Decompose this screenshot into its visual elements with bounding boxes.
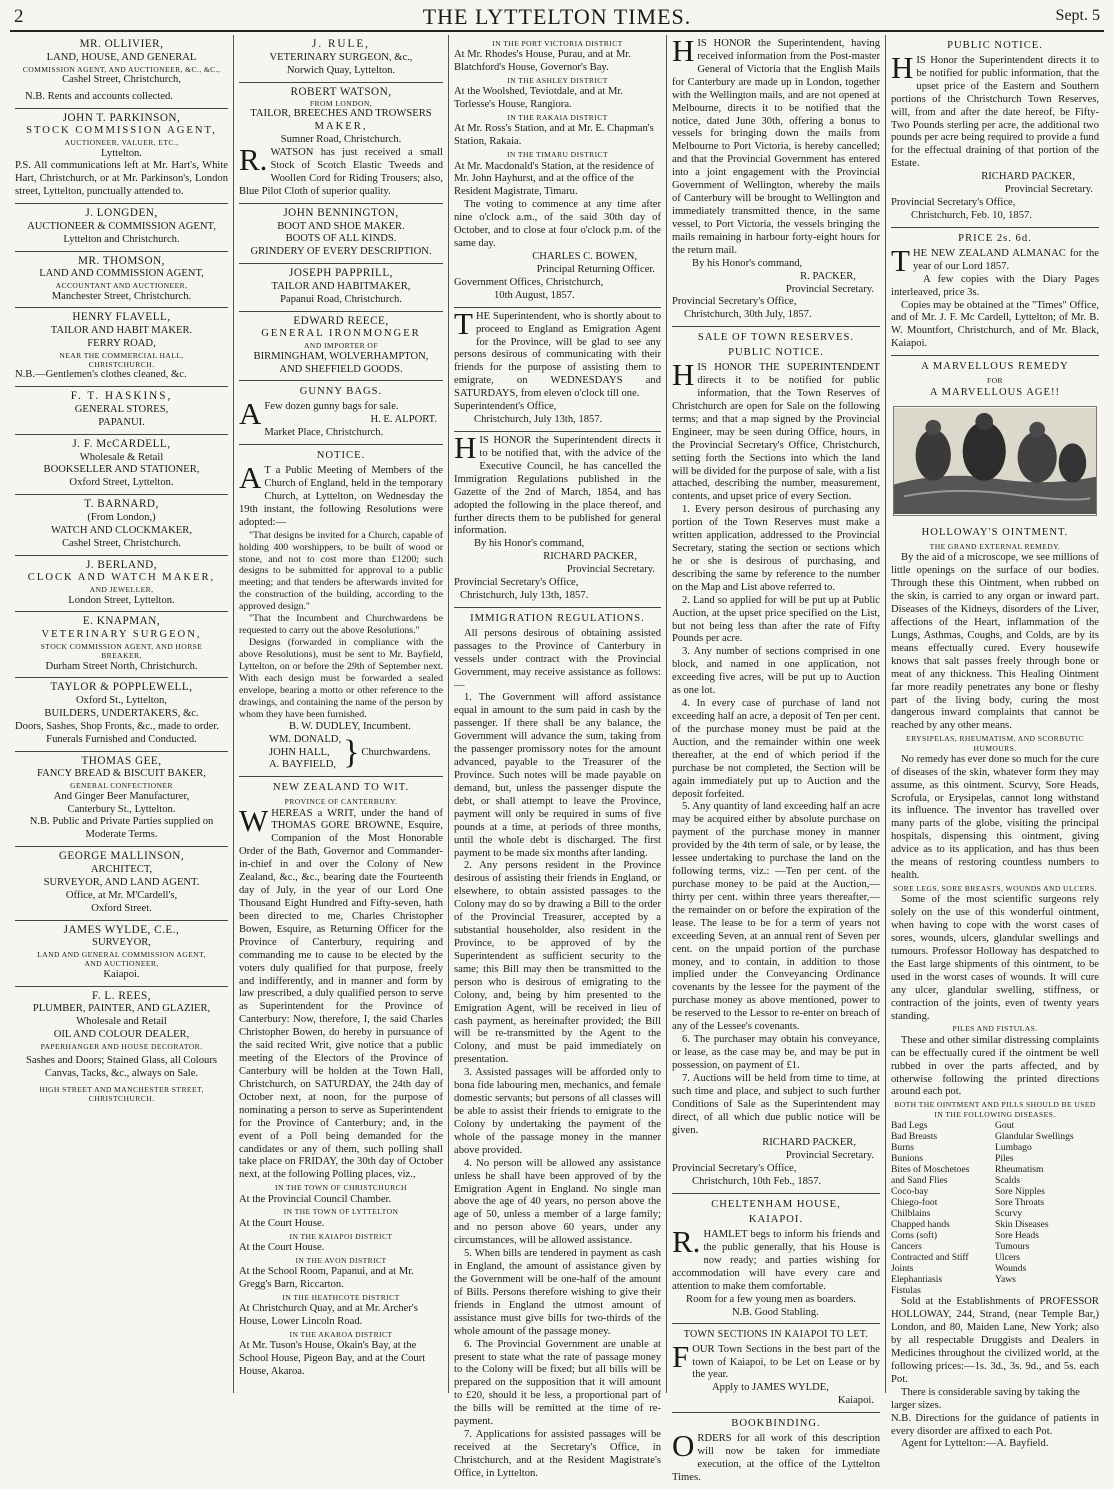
ad-line: Funerals Furnished and Conducted. (46, 733, 197, 745)
ad-line: CHRISTCHURCH. (88, 1094, 155, 1104)
ad-line: WATCH AND CLOCKMAKER, (51, 524, 192, 536)
notice-heading: NOTICE. (316, 450, 366, 462)
issue-date: Sept. 5 (1055, 7, 1100, 24)
ad-line: BOOKSELLER AND STATIONER, (43, 464, 200, 476)
ad-line: MAKER, (314, 121, 368, 133)
ad-line: (From London,) (87, 511, 156, 523)
disease-item: Elephantiasis (891, 1274, 943, 1286)
churchwardens-block (239, 734, 443, 773)
ad-line: Sumner Road, Christchurch. (280, 134, 402, 146)
ad-title: JOHN BENNINGTON, (283, 206, 399, 219)
ad-mccardell (15, 435, 228, 495)
polling-place: At the Woolshed, Teviotdale, and at Mr. Torlesse's House, Rangiora. (454, 86, 623, 111)
notice-body: HIS HONOR THE SUPERINTENDENT directs it to be notified for public information, that the Town Reserves of Christchurch are open for Sale on the following terms; and that a map signed by the Provincial Engineer, may be seen during Office, hours, in the Provincial Secretary's Office, Christchurch, setting forth the Sections into which the land will be divided for the purpose of sale, with a list attached, describing the number, measurement, contents, and upset price of every Section. (672, 357, 881, 503)
ad-line: BOOTS OF ALL KINDS. (285, 233, 397, 245)
ad-line: Manchester Street, Christchurch. (51, 290, 192, 302)
disease-item: Lumbago (995, 1141, 1032, 1153)
ad-line: PAPANUI. (98, 416, 145, 428)
district-heading: IN THE ASHLEY DISTRICT (507, 76, 608, 86)
ad-line: Kaiapoi. (103, 968, 140, 980)
disease-item: Joints (891, 1263, 914, 1275)
disease-item: Fistulas (891, 1285, 921, 1297)
writ-continuation (454, 35, 661, 308)
ad-title: J. LONGDEN, (85, 207, 158, 220)
district-heading: IN THE PORT VICTORIA DISTRICT (492, 39, 623, 48)
ad-line: AND IMPORTER OF (304, 341, 378, 351)
ad-line: Kaiapoi. (837, 1395, 874, 1407)
notice-heading: TOWN SECTIONS IN KAIAPOI TO LET. (683, 1329, 869, 1341)
engraving-illustration (893, 406, 1097, 516)
ad-line: PLUMBER, PAINTER, AND GLAZIER, (32, 1003, 211, 1015)
notice-subheading: KAIAPOI. (748, 1214, 804, 1226)
signature-role: Principal Returning Officer. (536, 263, 655, 275)
ad-line: Provincial Secretary's Office, (891, 197, 1016, 209)
price-heading: PRICE 2s. 6d. (958, 232, 1032, 244)
ad-body: FOUR Town Sections in the best part of the town of Kaiapoi, to be Let on Lease or by the year. (672, 1338, 880, 1381)
signature-role: Provincial Secretary. (785, 283, 874, 295)
ad-title: F. L. REES, (92, 989, 151, 1002)
ad-line: N.B. Good Stabling. (732, 1306, 819, 1318)
district-heading: IN THE AVON DISTRICT (295, 1255, 387, 1265)
ad-line: TAILOR, BREECHES AND TROWSERS (250, 108, 432, 120)
ad-line: AND AUCTIONEER, (84, 959, 159, 969)
ad-line: BUILDERS, UNDERTAKERS, &c. (44, 708, 199, 720)
disease-item: Sore Nipples (995, 1186, 1045, 1198)
ad-line: GENERAL STORES, (74, 404, 169, 416)
notice-date: Christchurch, July 13th, 1857. (460, 590, 589, 602)
ad-line: NEAR THE COMMERCIAL HALL, (59, 350, 184, 360)
ad-title: TAYLOR & POPPLEWELL, (50, 681, 193, 694)
district-heading: IN THE RAKAIA DISTRICT (507, 113, 608, 123)
section-heading: ERYSIPELAS, RHEUMATISM, AND SCORBUTIC HUMOURS. (906, 734, 1084, 753)
ad-mallinson (15, 847, 228, 920)
ad-line: BOOT AND SHOE MAKER. (277, 220, 405, 232)
diseases-right-column (995, 1120, 1099, 1297)
polling-place: At the School Room, Papanui, and at Mr. Gregg's Barn, Riccarton. (239, 1266, 414, 1290)
ad-line: Norwich Quay, Lyttelton. (286, 64, 396, 76)
ad-flavell (15, 308, 228, 387)
ad-pappril (239, 264, 443, 312)
ad-body: No remedy has ever done so much for the cure of diseases of the skin, whatever form they may assume, as this ointment. Scurvy, Sore Heads, Scrofula, or Erysipelas, cannot long withstand its influence. The inventor has travelled over many parts of the globe, visiting the principal hospitals, dispensing this ointment, giving advice as to its application, and has thus been the means of restoring countless numbers to health. (891, 753, 1099, 882)
disease-item: Scurvy (995, 1208, 1023, 1220)
ad-line: Sashes and Doors; Stained Glass, all Colours Canvas, Tacks, &c., always on Sale. (26, 1055, 217, 1080)
ad-line: STOCK COMMISSION AGENT, AND HORSE (40, 642, 203, 652)
notice-date: Christchurch, July 13th, 1857. (474, 414, 603, 426)
ad-note: N.B. Public and Private Parties supplied on Moderate Terms. (29, 816, 214, 841)
ad-line: STOCK COMMISSION AGENT, (26, 125, 217, 137)
diseases-list (891, 1120, 1099, 1297)
ad-line: GENERAL IRONMONGER (261, 328, 421, 340)
notice-body: AT a Public Meeting of Members of the Church of England, held in the temporary Church, at Lyttelton, on Wednesday the 19th instant, the following Resolutions were adopted:— (239, 460, 443, 528)
ad-line: FANCY BREAD & BISCUIT BAKER, (36, 768, 207, 780)
ad-ollivier (15, 35, 228, 109)
disease-item: Bites of Moschetoes (891, 1163, 970, 1175)
ad-line: Doors, Sashes, Shop Fronts, &c., made to order. (15, 720, 219, 732)
ad-line: Agent for Lyttelton:—A. Bayfield. (901, 1438, 1049, 1450)
district-heading: IN THE TOWN OF LYTTELTON (283, 1207, 399, 1217)
ad-line: Lyttelton and Christchurch. (63, 233, 180, 245)
ad-watson (239, 83, 443, 204)
disease-item: Wounds (995, 1263, 1027, 1275)
newspaper-page (10, 0, 1104, 1483)
column-5 (886, 35, 1104, 1450)
disease-item: Cancers (891, 1241, 922, 1253)
ad-line: FERRY ROAD, (87, 338, 156, 350)
disease-item: Bad Breasts (891, 1130, 938, 1142)
signature-role: Churchwardens. (361, 746, 431, 758)
section-heading: BOTH THE OINTMENT AND PILLS SHOULD BE USED IN THE FOLLOWING DISEASES. (894, 1100, 1096, 1119)
ad-body: Sold at the Establishments of PROFESSOR HOLLOWAY, 244, Strand, (near Temple Bar,) London, and 80, Maiden Lane, New York; also by all respectable Druggists and Dealers in Medicines throughout the civilized world, at the following prices:—1s. 3d., 3s. 9d., and 5s. each Pot. (891, 1296, 1099, 1385)
district-heading: IN THE TIMARU DISTRICT (506, 150, 609, 160)
ad-gunny-bags (239, 381, 443, 445)
signature-role: Provincial Secretary. (566, 564, 655, 576)
notice-town-reserves (672, 327, 880, 1194)
ad-body: These and other similar distressing complaints can be effectually cured if the ointment be well rubbed in over the parts affected, and by otherwise following the printed directions around each pot. (891, 1034, 1099, 1098)
section-heading: SORE LEGS, SORE BREASTS, WOUNDS AND ULCERS. (893, 884, 1097, 894)
ad-line: By his Honor's command, (474, 538, 585, 550)
term-item: 1. Every person desirous of purchasing any portion of the Town Reserves must make a written application, addressed to the Provincial Secretary, stating the section or sections which he or she is desirous of purchasing, and describing the same by reference to the number on the Map and List above referred to. (672, 504, 880, 593)
regulation-item: 1. The Government will afford assistance equal in amount to the sum paid in cash by the passenger. If there shall be any balance, the Government will advance the sum, taking from the passenger promissory notes for the amount advanced, payable to the Treasurer of the Province. Such notes will be made payable on demand, but, unless the passenger dispute the debt, or shall attempt to leave the Province, payment will only be required in sums of five pounds at a time, at periods of three months, until the whole debt is discharged. The first payment to be made six months after landing. (454, 692, 661, 859)
disease-item: Ulcers (995, 1252, 1021, 1264)
ad-body: R.HAMLET begs to inform his friends and the public generally, that his House is now ready; and parties wishing for accommodation will have every care and attention to make them comfortable. (672, 1223, 880, 1292)
disease-item: Sore Throats (995, 1197, 1045, 1209)
ad-line: BREAKER, (101, 651, 142, 661)
column-1 (10, 35, 234, 1393)
notice-subheading: PROVINCE OF CANTERBURY. (284, 797, 398, 807)
term-item: 6. The purchaser may obtain his conveyance, or lease, as the case may be, and may be put in possession, on payment of £1. (672, 1034, 880, 1071)
ad-line: Canterbury St., Lyttelton. (67, 803, 176, 815)
disease-item: Glandular Swellings (995, 1130, 1074, 1142)
ad-body: By the aid of a microscope, we see millions of little openings on the surface of our bodies. Through these this Ointment, when rubbed on the skin, is carried to any organ or inward part. Diseases of the Kidneys, disorders of the Liver, affections of the Heart, inflammation of the Lungs, Asthmas, Coughs, and Colds, are by its means effectually cured. Every housewife knows that salt passes freely through bone or meat of any thickness. This Healing Ointment far more readily penetrates any bone or fleshy part of the living body, curing the most dangerous inward complaints that cannot be reached by any other means. (891, 552, 1099, 732)
page-number: 2 (14, 6, 24, 27)
ad-parkinson (15, 109, 228, 205)
ad-body: ORDERS for all work of this description will now be taken for immediate execution, at the office of the Lyttelton Times. (672, 1428, 880, 1483)
column-4 (667, 33, 886, 1483)
ad-town-sections (672, 1324, 880, 1413)
ad-bookbinding (672, 1413, 880, 1489)
ad-line: Provincial Secretary's Office, (672, 1163, 797, 1175)
ad-line: VETERINARY SURGEON, (41, 629, 202, 641)
ad-title: T. BARNARD, (84, 498, 159, 511)
ad-line: Superintendent's Office, (454, 401, 557, 413)
ad-note: N.B. Directions for the guidance of patients in every disorder are affixed to each Pot. (891, 1412, 1099, 1437)
ad-title: JOHN T. PARKINSON, (62, 111, 181, 124)
ad-almanac (891, 228, 1099, 356)
ad-cheltenham-house (672, 1194, 880, 1324)
ad-line: LAND AND COMMISSION AGENT, (39, 268, 204, 280)
ad-line: Papanui Road, Christchurch. (280, 293, 402, 305)
notice-quote: "That the Incumbent and Churchwardens be requested to carry out the above Resolutions." (239, 613, 443, 637)
ad-line: Provincial Secretary's Office, (454, 577, 579, 589)
ad-line: TAILOR AND HABITMAKER, (271, 280, 411, 292)
ad-line: OIL AND COLOUR DEALER, (53, 1029, 190, 1041)
signature: WM. DONALD, (269, 733, 342, 745)
disease-item: Sore Heads (995, 1230, 1039, 1242)
ad-line: PAPERHANGER AND HOUSE DECORATOR. (40, 1042, 203, 1052)
ad-title: E. KNAPMAN, (82, 615, 161, 628)
notice-heading: NEW ZEALAND TO WIT. (272, 782, 410, 794)
notice-date: Christchurch, 30th July, 1857. (684, 309, 812, 321)
polling-place: At Mr. Rhodes's House, Purau, and at Mr. Blatchford's House, Governor's Bay. (454, 49, 631, 74)
regulation-item: 6. The Provincial Government are unable at present to state what the rate of passage money to the Colony will be fixed; but all bills will be prepared on the supposition that it will amount to £20, should it be less, a proportional part of the bills will be remitted at the time of re-payment. (454, 1338, 661, 1428)
ad-body: Some of the most scientific surgeons rely solely on the use of this wonderful ointment, when having to cope with the worst cases of sores, wounds, ulcers, glandular swellings and tumours. Professor Holloway has despatched to the East large shipments of this ointment, to be used in the worst cases of wounds. It will cure any ulcer, glandular swelling, stiffness, or contraction of the joints, even of twenty years standing. (891, 894, 1099, 1022)
ad-line: AUCTIONEER & COMMISSION AGENT, (27, 220, 216, 232)
disease-item: Bad Legs (891, 1119, 928, 1131)
polling-place: At Mr. Ross's Station, and at Mr. E. Chapman's Station, Rakaia. (454, 123, 654, 148)
signature: RICHARD PACKER, (981, 171, 1075, 183)
ad-barnard (15, 495, 228, 555)
disease-item: Yaws (995, 1274, 1016, 1286)
disease-item: and Sand Flies (891, 1175, 948, 1186)
notice-date: 10th August, 1857. (494, 289, 575, 301)
ad-title: THOMAS GEE, (81, 754, 162, 767)
notice-body: All persons desirous of obtaining assisted passages to the Province of Canterbury in vessels under contract with the Provincial Government, may receive assistance as follows:— (454, 627, 661, 691)
district-heading: IN THE TOWN OF CHRISTCHURCH (275, 1183, 407, 1193)
banner-line: FOR (987, 376, 1003, 386)
ad-line: Market Place, Christchurch. (264, 427, 384, 439)
ad-taylor-popplewell (15, 678, 228, 751)
notice-heading: CHELTENHAM HOUSE, (711, 1199, 841, 1211)
ad-body: R.WATSON has just received a small Stock of Scotch Elastic Tweeds and Woollen Cord for Riding Trousers; also, Blue Pilot Cloth of superior quality. (239, 142, 443, 197)
disease-item: Scalds (995, 1175, 1021, 1186)
ad-title: J. RULE, (312, 38, 370, 50)
ad-line: VETERINARY SURGEON, &c., (269, 51, 413, 63)
ad-line: Room for a few young men as boarders. (686, 1293, 857, 1305)
product-subtitle: THE GRAND EXTERNAL REMEDY. (929, 542, 1061, 552)
disease-item: Rheumatism (995, 1163, 1044, 1175)
ad-thomson (15, 252, 228, 309)
polling-place: At Mr. Macdonald's Station, at the residence of Mr. John Hayhurst, and at the office of the Resident Magistrate, Timaru. (454, 160, 654, 198)
ad-title: MR. OLLIVIER, (79, 38, 164, 50)
brace-glyph: } (343, 733, 360, 771)
notice-body: WHEREAS a WRIT, under the hand of THOMAS GORE BROWNE, Esquire, Companion of the Most Honorable Order of the Bath, Governor and Commander-in-chief in and over the Colony of New Zealand, &c., &c., bearing date the Fourteenth day of July, in the year of our Lord One Thousand Eight Hundred and Fifty-seven, hath been directed to me, Charles Christopher Bowen, Esquire, as Returning Officer for the Province of Canterbury, requiring and commanding me to cause to be elected by the voters duly qualified for that purpose, freely and indifferently, and in manner and form by law prescribed, a duly qualified person to serve as Superintendent for the Province of Canterbury: Now, therefore, I, the said Charles Christopher Bowen, do hereby in pursuance of the said recited Writ, give notice that a public meeting of the Electors of the Province of Canterbury will be holden at the Town Hall, Christchurch, on SATURDAY, the 24th day of October next, at noon, for the purpose of nominating a person to serve as Superintendent for the Province of Canterbury; and, in the event of a Poll being demanded for the candidates or any of them, such polling shall take place on FRIDAY, the 30th day of October next, at the following Polling places, viz., (239, 802, 443, 1181)
product-title: HOLLOWAY'S OINTMENT. (921, 527, 1069, 539)
disease-item: Tumours (995, 1241, 1030, 1253)
notice-heading: GUNNY BAGS. (299, 386, 383, 398)
notice-body: THE Superintendent, who is shortly about to proceed to England as Emigration Agent for the Province, will be glad to see any persons desirous of communicating with their friends for the purpose of assisting them to emigrate, on WEDNESDAYS and SATURDAYS, from eleven o'clock till one. (454, 305, 661, 400)
notice-mails (672, 35, 880, 327)
term-item: 4. In every case of purchase of land not exceeding half an acre, a deposit of Ten per cent. of the purchase money must be paid at the Auction, and the remainder within one week thereafter, at the end of which period if the purchase be not completed, the Section will be again immediately put up to Auction and the deposit forfeited. (672, 698, 880, 800)
ad-line: Provincial Secretary's Office, (672, 296, 797, 308)
ad-line: And Ginger Beer Manufacturer, (53, 790, 190, 802)
polling-place: At Christchurch Quay, and at Mr. Archer's House, Lower Lincoln Road. (239, 1303, 418, 1328)
signature: RICHARD PACKER, (543, 551, 637, 563)
signature: R. PACKER, (800, 270, 856, 282)
term-item: 2. Land so applied for will be put up at Public Auction, at the upset price specified on the List, but not being less than after the rate of Fifty Pounds per acre. (672, 594, 880, 645)
diseases-left-column (891, 1120, 995, 1297)
ad-title: JOSEPH PAPPRILL, (289, 267, 393, 280)
ad-line: CLOCK AND WATCH MAKER, (27, 572, 216, 584)
immigration-regulations (454, 608, 661, 1485)
ad-line: Durham Street North, Christchurch. (45, 660, 198, 672)
term-item: 7. Auctions will be held from time to time, at such time and place, and subject to such further Conditions of Sale as the Superintendent may direct, of all which due public notice will be given. (672, 1072, 880, 1136)
signature: H. E. ALPORT. (370, 414, 437, 426)
ad-line: CHRISTCHURCH. (88, 360, 155, 370)
notice-body: HIS HONOR the Superintendent, having received information from the Post-master General of Victoria that the English Mails for Canterbury are made up in London, together with the Wellington mails, and are not opened at Melbourne, directs it to be notified that the notice, dated June 30th, offering a bonus to vessels for bringing down the mails from Melbourne to Port Victoria, is hereby cancelled; and that the Provincial Government has entered into a joint engagement with the Provincial Government of Wellington, whereby the mails of Canterbury will be brought to Wellington and immediately transmitted thence, in the same vessel, to Port Victoria, the vessels bringing the mails remaining in harbour forty-eight hours for the return mail. (672, 33, 880, 256)
ad-line: TAILOR AND HABIT MAKER. (50, 325, 193, 337)
ad-line: FROM LONDON, (309, 99, 373, 109)
ad-line: HIGH STREET AND MANCHESTER STREET, (39, 1085, 204, 1095)
ad-body: AFew dozen gunny bags for sale. (239, 396, 399, 432)
ad-title: JAMES WYLDE, C.E., (63, 923, 180, 936)
signature: A. BAYFIELD, (269, 759, 337, 771)
ad-line: GRINDERY OF EVERY DESCRIPTION. (250, 246, 432, 258)
banner-line: A MARVELLOUS AGE!! (929, 387, 1061, 399)
notice-body: The voting to commence at any time after nine o'clock a.m., of the said 30th day of October, and to close at four o'clock p.m. of the same day. (454, 199, 661, 250)
notice-writ (239, 777, 443, 1383)
signature: RICHARD PACKER, (762, 1137, 856, 1149)
disease-item: Chapped hands (891, 1219, 950, 1231)
ad-line: By his Honor's command, (692, 257, 803, 269)
notice-heading: PUBLIC NOTICE. (947, 40, 1043, 51)
notice-subheading: PUBLIC NOTICE. (728, 347, 824, 359)
regulation-item: 2. Any persons resident in the Province desirous of assisting their friends in England, or elsewhere, to obtain assisted passages to the Colony may do so by drawing a Bill to the order of the Provincial Treasurer, accepted by a substantial householder, also resident in the Province, to be approved of by the Superintendent as sufficient security to the same; this Bill may then be transmitted to the person who is desirous of emigrating to the Colony, and, being by him presented to the Emigration Agent, will be received in lieu of cash payment, as hereinafter provided; the Bill will be re-transmitted by the Agent to the Colony, and must be paid immediately on presentation. (454, 860, 661, 1066)
ad-reece (239, 312, 443, 382)
notice-heading: SALE OF TOWN RESERVES. (697, 332, 855, 344)
notice-emigration (454, 305, 661, 432)
column-2 (234, 35, 449, 1393)
notice-date: Christchurch, 10th Feb., 1857. (692, 1176, 822, 1188)
ad-line: Wholesale and Retail (76, 1016, 167, 1028)
notice-public-upset-price (891, 35, 1099, 228)
ad-title: ROBERT WATSON, (290, 85, 392, 98)
ad-line: AND JEWELLER, (89, 585, 154, 595)
signature: CHARLES C. BOWEN, (532, 250, 637, 262)
signature-role: Provincial Secretary. (785, 1150, 874, 1162)
polling-place: At the Court House. (239, 1241, 325, 1253)
notice-body: Designs (forwarded in compliance with the above Resolutions), must be sent to Mr. Bayfield, Lyttelton, on or before the 29th of September next. With each design must be forwarded a sealed envelope, bearing a motto or other reference to the drawings, and containing the name of the person by whom they have been furnished. (239, 637, 443, 720)
ad-note: N.B.—Gentlemen's clothes cleaned, &c. (15, 369, 187, 381)
disease-item: Chiego-foot (891, 1197, 938, 1209)
disease-item: Skin Diseases (995, 1219, 1049, 1231)
ad-title: F. T. HASKINS, (70, 390, 173, 403)
signature: B. W. DUDLEY, Incumbent. (289, 720, 411, 732)
regulation-item: 3. Assisted passages will be afforded only to bona fide labouring men, mechanics, and female domestic servants; but persons of all classes will be able to assist their friends to emigrate to the Colony by undertaking the payment of the whole of the passage money in the manner above provided. (454, 1067, 661, 1156)
ad-line: Oxford Street. (91, 902, 152, 914)
ad-line: Wholesale & Retail (79, 451, 164, 463)
ad-rule (239, 35, 443, 83)
term-item: 3. Any number of sections comprised in one block, and named in one application, not exceeding five acres, will be put up to Auction as one lot. (672, 646, 880, 697)
ad-bennington (239, 204, 443, 264)
notice-body: HIS Honor the Superintendent directs it to be notified for public information, that the upset price of the Eastern and Southern portions of the Christchurch Town Reserves, will, from and after the date hereof, be Fifty-Two Pounds sterling per acre, the additional two pounds per acre being required to provide a fund for the effectual draining of that portion of the Estate. (891, 49, 1099, 170)
regulation-item: 7. Applications for assisted passages will be received at the Secretary's Office, in Christchurch, and at the Resident Magistrate's Office, in Lyttelton. (454, 1429, 661, 1479)
ad-berland (15, 556, 228, 613)
ad-knapman (15, 612, 228, 678)
district-heading: IN THE AKAROA DISTRICT (289, 1329, 393, 1339)
regulation-item: 4. No person will be allowed any assistance unless he shall have been approved of by the Emigration Agent in England. No single man above the age of 40 years, no person above the age of 50, unless a member of a large family; and no person above 60 years, under any circumstances, will be allowed assistance. (454, 1157, 661, 1247)
ad-line: Apply to JAMES WYLDE, (712, 1382, 829, 1394)
notice-heading: IMMIGRATION REGULATIONS. (470, 612, 645, 624)
ad-line: LAND, HOUSE, AND GENERAL (46, 51, 197, 63)
ad-line: There is considerable saving by taking the larger sizes. (891, 1386, 1080, 1411)
regulation-item: 5. When bills are tendered in payment as cash in England, the amount of assistance given by the Government will be one-half of the amount of Bills. Persons therefore wishing to give their friends in England the utmost amount of assistance must give bills for two-thirds of the whole amount of the passage money. (454, 1248, 661, 1337)
disease-item: Coco-bay (891, 1186, 929, 1198)
ad-line: GENERAL CONFECTIONER (70, 781, 173, 791)
ad-line: SURVEYOR, AND LAND AGENT. (43, 876, 200, 888)
polling-place: At the Court House. (239, 1217, 325, 1229)
district-heading: IN THE HEATHCOTE DISTRICT (282, 1292, 400, 1302)
ad-line: BIRMINGHAM, WOLVERHAMPTON, (253, 350, 429, 362)
disease-item: Chilblains (891, 1208, 931, 1220)
banner-line: A MARVELLOUS REMEDY (921, 361, 1069, 373)
ad-line: Oxford St., Lyttelton, (76, 695, 167, 707)
ad-title: J. BERLAND, (85, 558, 158, 571)
disease-item: Gout (995, 1119, 1015, 1131)
ad-line: A few copies with the Diary Pages interleaved, price 3s. (891, 273, 1099, 298)
ad-line: Cashel Street, Christchurch. (62, 537, 181, 549)
ad-line: ARCHITECT, (90, 863, 153, 875)
ad-title: J. F. McCARDELL, (72, 437, 171, 450)
district-heading: IN THE KAIAPOI DISTRICT (289, 1231, 393, 1241)
column-3 (449, 35, 667, 1479)
notice-quote: "That designs be invited for a Church, capable of holding 400 worshippers, to be built of wood or stone, and not to cost more than £1200; such designs to be submitted for approval to a public meeting; and that tenders be afterwards invited for the construction of the building, according to the approved design." (239, 529, 443, 613)
ad-title: MR. THOMSON, (78, 254, 165, 267)
term-item: 5. Any quantity of land exceeding half an acre may be acquired either by absolute purchase on payment of the purchase money in manner provided by the 4th term of sale, or by lease, the lessee undertaking to purchase the land on the following terms, viz.: —Ten per cent. of the purchase money to be paid at the Auction,—thirty per cent. within three years thereafter,—the remainder on or before the expiration of the lease. The lease to be for a term of years not exceeding Seven, at an annual rent of Seven per cent. on the unpaid portion of the purchase money, and to contain, in addition to those implied under the Conveyancing Ordinance covenants by the lessee for the payment of the purchase money as above mentioned, power to be reserved to the Lessor to re-enter on breach of any of the Lessee's covenants. (672, 801, 880, 1033)
section-heading: PILES AND FISTULAS. (952, 1024, 1038, 1034)
ad-line: LAND AND GENERAL COMMISSION AGENT, (37, 950, 206, 960)
ad-title: GEORGE MALLINSON, (58, 850, 185, 863)
ad-holloway-ointment (891, 356, 1099, 1455)
ad-line: Oxford Street, Lyttelton. (69, 477, 174, 489)
signature-role: Provincial Secretary. (1004, 184, 1093, 196)
ad-line: Cashel Street, Christchurch, (62, 73, 181, 85)
ad-line: ACCOUNTANT AND AUCTIONEER, (55, 281, 188, 291)
ad-line: COMMISSION AGENT, AND AUCTIONEER, &C., &C., (22, 64, 221, 74)
notice-heading: BOOKBINDING. (731, 1418, 821, 1430)
disease-item: Piles (995, 1152, 1014, 1164)
notice-honor (454, 429, 661, 608)
disease-item: Corns (soft) (891, 1230, 938, 1242)
ad-note: P.S. All communications left at Mr. Hart's, White Hart, Christchurch, or at Mr. Parkinson's, London street, Lyttelton, punctually attended to. (15, 160, 228, 198)
ad-line: Office, at Mr. M'Cardell's, (65, 889, 178, 901)
ad-line: SURVEYOR, (92, 937, 151, 949)
ad-gee (15, 752, 228, 848)
disease-item: Contracted and Stiff (891, 1252, 969, 1264)
notice-body: HIS HONOR the Superintendent directs it to be notified that, with the advice of the Executive Council, he has cancelled the Immigration Regulations published in the Gazette of the 2nd of March, 1854, and has adopted the following in the place thereof, and further directs them to be published for general information. (454, 429, 661, 537)
ad-longden (15, 204, 228, 252)
masthead (10, 0, 1104, 32)
polling-place: At the Provincial Council Chamber. (239, 1193, 392, 1205)
polling-place: At Mr. Tuson's House, Okain's Bay, at the School House, Pigeon Bay, and at the Court House, Akaroa. (239, 1340, 426, 1378)
disease-item: Bunions (891, 1152, 923, 1164)
ad-line: Government Offices, Christchurch, (454, 276, 604, 288)
ad-rees (15, 987, 228, 1108)
ad-line: AND SHEFFIELD GOODS. (279, 363, 403, 375)
ad-title: HENRY FLAVELL, (72, 311, 171, 324)
notice-church (239, 445, 443, 777)
signature: JOHN HALL, (269, 746, 330, 758)
ad-line: London Street, Lyttelton. (68, 594, 175, 606)
ad-line: Lyttelton. (101, 147, 142, 159)
ad-note: N.B. Rents and accounts collected. (25, 90, 173, 102)
newspaper-title: THE LYTTELTON TIMES. (422, 4, 692, 29)
ad-haskins (15, 387, 228, 435)
notice-date: Christchurch, Feb. 10, 1857. (911, 209, 1032, 221)
ad-title: EDWARD REECE, (293, 314, 389, 327)
disease-item: Burns (891, 1141, 914, 1153)
ad-line: Copies may be obtained at the "Times" Office, and of Mr. J. F. Mc Cardell, Lyttelton; of Mr. B. W. Mountfort, Christchurch, and of Mr. Black, Kaiapoi. (891, 299, 1099, 350)
ad-line: AUCTIONEER, VALUER, ETC., (64, 138, 179, 148)
ad-wylde (15, 921, 228, 987)
ad-body: THE NEW ZEALAND ALMANAC for the year of our Lord 1857. (891, 242, 1099, 278)
